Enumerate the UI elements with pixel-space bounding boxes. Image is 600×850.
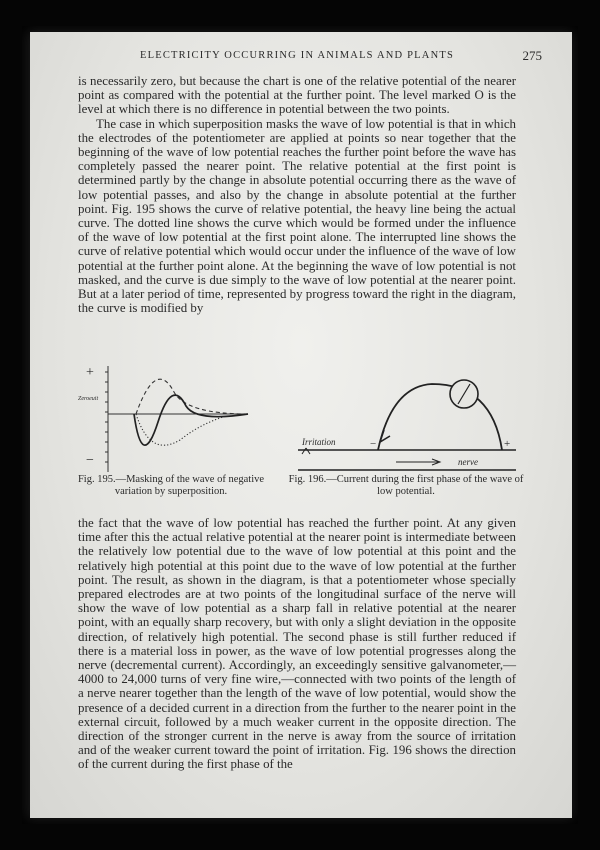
irritation-label: Irritation [302, 437, 336, 447]
figure-196-diagram [292, 372, 522, 472]
minus-sign: − [370, 438, 377, 450]
paragraph: is necessarily zero, but because the chart is one of the relative potential of the nearer point as compared with the potential at the further point. The level marked O is the level at which there is no difference in potential between the two points. [78, 74, 516, 117]
plus-sign: + [504, 438, 511, 450]
body-text-top [78, 74, 516, 315]
heavy-curve [134, 395, 248, 445]
arc-arrow-icon [380, 430, 390, 442]
running-title: ELECTRICITY OCCURRING IN ANIMALS AND PLANTS [140, 50, 455, 61]
page-number: 275 [522, 48, 542, 63]
plus-sign: + [86, 365, 94, 380]
figure-195-caption: Fig. 195.—Masking of the wave of negative variation by superposition. [77, 474, 265, 497]
book-page [30, 32, 572, 818]
paragraph: the fact that the wave of low potential has reached the further point. At any given time after this the actual relative potential at the nearer point is intermediate between the relatively low potential due to the wave of low potential at this point and the relatively high potential at this point due to the wave of low potential at the further point. The result, as shown in the diagram, is that a potentiometer whose specially prepared electrodes are at two points of the longitudinal surface of the nerve will show the wave of low potential as a sharp fall in relative potential at the nearer point, with an equally sharp recovery, but with only a slight deviation in the opposite direction, of relatively high potential. The second phase is still further reduced if there is a material loss in power, as the wave of low potential progresses along the nerve (decremental current). Accordingly, an exceedingly sensitive galvanometer,—4000 to 24,000 turns of very fine wire,—connected with two points of the length of a nerve nearer together than the length of the wave of low potential, would show the presence of a decided current in a direction from the further to the nearer point in the external circuit, followed by a much weaker current in the opposite direction. The direction of the stronger current in the nerve is away from the source of irritation and of the weaker current toward the point of irritation. Fig. 196 shows the direction of the current during the first phase of the [78, 516, 516, 772]
current-arc [378, 384, 502, 450]
level-label: Zeroeuit [78, 396, 99, 402]
dashed-curve [136, 379, 248, 414]
nerve-label: nerve [458, 457, 478, 467]
irritation-arrow-icon [302, 448, 310, 454]
minus-sign: − [86, 453, 94, 468]
figure-195-diagram [76, 362, 266, 482]
body-text-bottom [78, 516, 516, 772]
paragraph: The case in which superposition masks the wave of low potential is that in which the electrodes of the potentiometer are applied at points so near together that the beginning of the wave of low potential reaches the further point before the wave has completely passed the nearer point. The relative potential at the first point is determined partly by the change in absolute potential occurring there as the wave of low potential passes, and also by the change in absolute potential at the further point. Fig. 195 shows the curve of relative potential, the heavy line being the actual curve. The dotted line shows the curve which would be formed under the influence of the wave of low potential at the first point alone. The interrupted line shows the curve of relative potential which would occur under the influence of the wave of low potential at the further point alone. At the beginning the wave of low potential is not masked, and the curve is due simply to the wave of low potential at the nearer point. But at a later period of time, represented by progress toward the right in the diagram, the curve is modified by [78, 116, 516, 316]
figure-196-caption: Fig. 196.—Current during the first phase of the wave of low potential. [288, 474, 524, 497]
